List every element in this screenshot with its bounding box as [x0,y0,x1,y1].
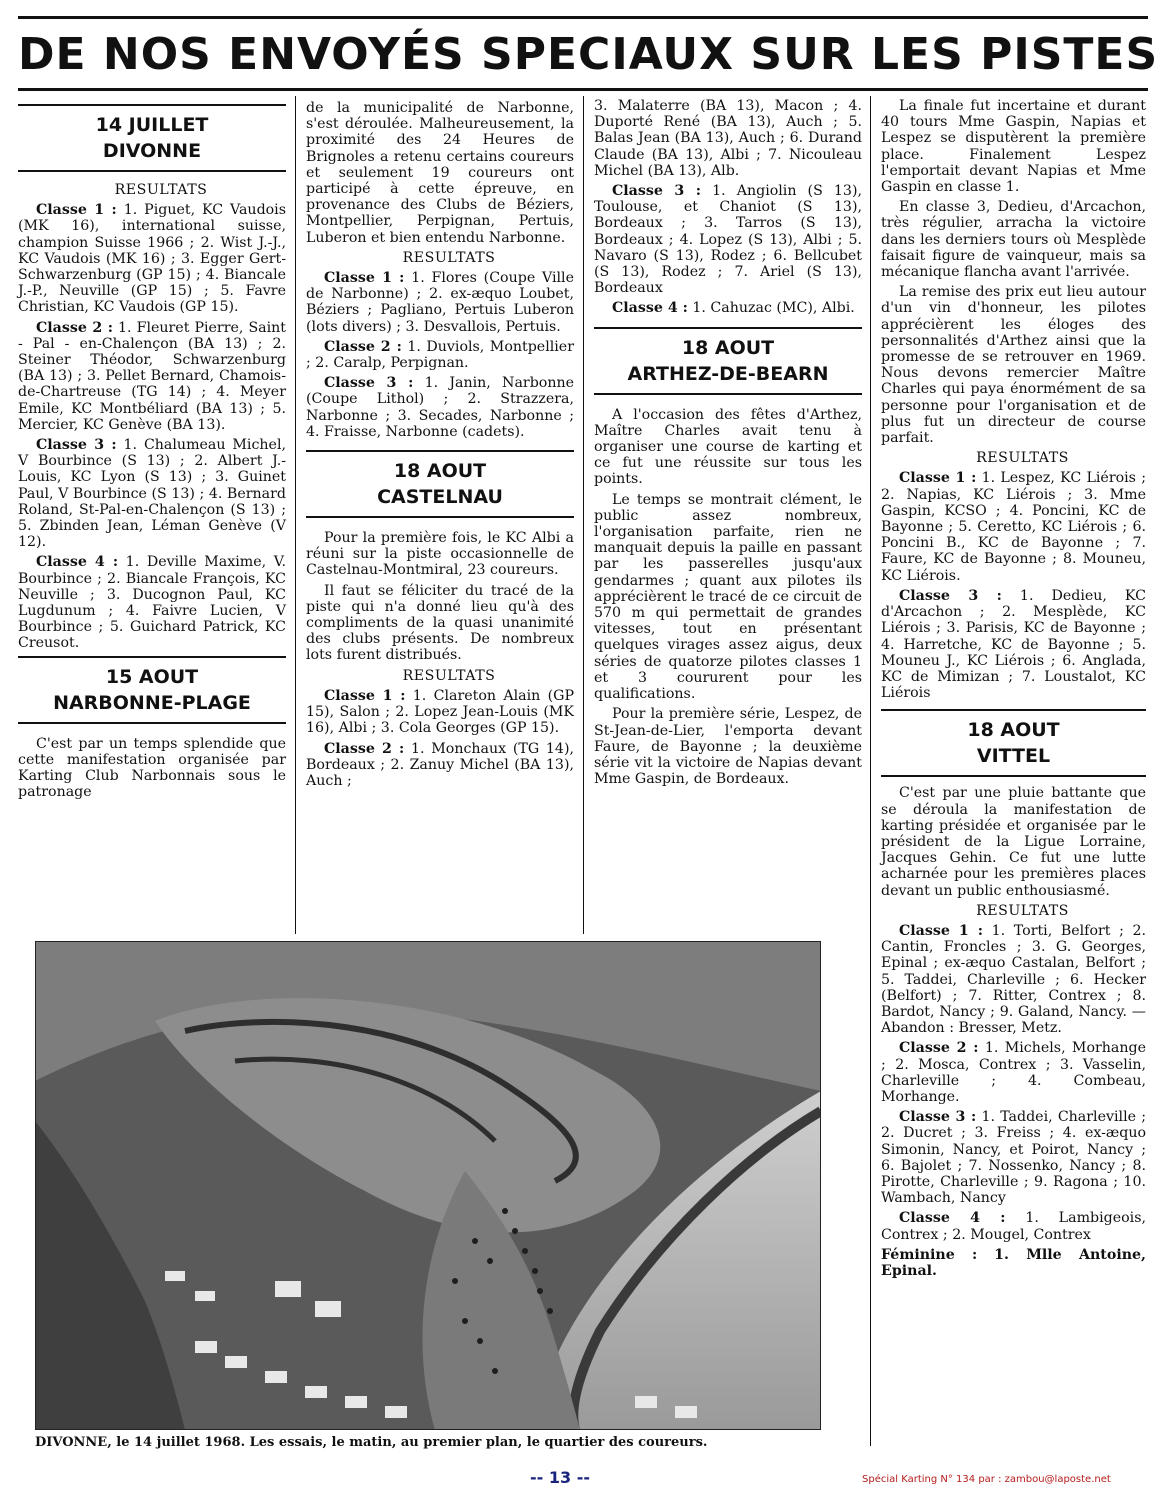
result-text: 1. Deville Maxime, V. Bourbince ; 2. Biancale François, KC Neuville ; 3. Ducognon Paul, KC Lugdunum ; 4. Faivre Lucien, V Bourbince ; 5. Guichard Patrick, KC Creusot. [18,554,286,652]
result-text: 1. Mlle Antoine, Epinal. [881,1246,1146,1279]
result-text: 1. Torti, Belfort ; 2. Cantin, Froncles ; 3. G. Georges, Epinal ; ex-æquo Castalan, Belfort ; 5. Taddei, Charleville ; 6. Hecker (Belfort) ; 7. Ritter, Contrex ; 8. Bardot, Nancy ; 9. Galand, Nancy. — Abandon : Bresser, Metz. [881,922,1146,1037]
heading-place: NARBONNE-PLAGE [53,691,251,714]
class-label: Classe 2 : [324,740,405,757]
photo-caption: DIVONNE, le 14 juillet 1968. Les essais, le matin, au premier plan, le quartier des coureurs. [35,1435,708,1450]
result-paragraph [594,183,862,296]
result-paragraph [306,375,574,440]
section-heading-narbonne [18,658,286,722]
result-paragraph [881,1210,1146,1242]
result-paragraph [881,588,1146,701]
result-text: 1. Taddei, Charleville ; 2. Ducret ; 3. Freiss ; 4. ex-æquo Simonin, Nancy, et Poirot, Nancy ; 6. Bajolet ; 7. Nossenko, Nancy ; 8. Pirotte, Charleville ; 9. Ragona ; 10. Wambach, Nancy [881,1109,1146,1207]
result-paragraph [18,437,286,550]
page-number: -- 13 -- [530,1468,590,1487]
results-label: RESULTATS [976,450,1069,467]
section-rule [306,516,574,518]
result-text: 1. Cahuzac (MC), Albi. [692,300,855,317]
section-heading-arthez [594,329,862,393]
result-text: 1. Michels, Morhange ; 2. Mosca, Contrex ; 3. Vasselin, Charleville ; 4. Combeau, Morhange. [881,1040,1146,1105]
class-label: Classe 3 : [612,183,702,200]
heading-date: 14 JUILLET [95,114,209,136]
heading-date: 15 AOUT [105,665,199,688]
article-paragraph: 3. Malaterre (BA 13), Macon ; 4. Duporté René (BA 13), Auch ; 5. Balas Jean (BA 13), Auch ; 6. Durand Claude (BA 13), Albi ; 7. Nicouleau Michel (BA 13), Alb. [594,98,862,179]
article-paragraph: de la municipalité de Narbonne, s'est déroulée. Malheureusement, la proximité des 24 Heures de Brignoles a retenu certains coureurs et seulement 19 coureurs ont participé à cette épreuve, en provenance des Clubs de Béziers, Montpellier, Perpignan, Pertuis, Luberon et bien entendu Narbonne. [306,100,574,246]
result-text: 1. Janin, Narbonne (Coupe Lithol) ; 2. Strazzera, Narbonne ; 3. Secades, Narbonne ; 4. Fraisse, Narbonne (cadets). [306,375,575,440]
result-paragraph [594,300,862,316]
results-label: RESULTATS [402,249,496,266]
article-paragraph: C'est par un temps splendide que cette manifestation organisée par Karting Club Narbonnais sous le patronage [18,735,286,801]
result-text: 1. Duviols, Montpellier ; 2. Caralp, Perpignan. [306,338,574,372]
scan-credit: Spécial Karting N° 134 par : zambou@laposte.net [862,1474,1111,1485]
heading-date: 18 AOUT [681,336,775,359]
top-rule [18,16,1148,19]
result-text: 1. Lambigeois, Contrex ; 2. Mougel, Contrex [881,1210,1146,1243]
column-2 [306,100,574,793]
aerial-photo [35,941,821,1430]
heading-date: 18 AOUT [967,719,1060,742]
result-text: 1. Piguet, KC Vaudois (MK 16), international suisse, champion Suisse 1966 ; 2. Wist J.-J., KC Vaudois (MK 16) ; 3. Egger Gert-Schwarzenburg (GP 15) ; 4. Biancale J.-P., Neuville (GP 15) ; 5. Favre Christian, KC Vaudois (GP 15). [18,202,287,316]
result-paragraph [306,741,574,790]
results-label: RESULTATS [976,902,1069,919]
class-label: Féminine : [881,1246,978,1263]
result-paragraph [881,470,1146,583]
article-paragraph: C'est par une pluie battante que se déroula la manifestation de karting présidée et organisée par le président de la Ligue Lorraine, Jacques Gehin. Ce fut une lutte acharnée pour les premières places devant un public enthousiasmé. [881,785,1146,899]
result-paragraph [306,688,574,737]
class-label: Classe 1 : [324,270,405,287]
class-label: Classe 3 : [899,1109,977,1126]
section-rule [594,393,862,395]
article-paragraph: A l'occasion des fêtes d'Arthez, Maître Charles avait tenu à organiser une course de karting et ce fut une réussite sur tous les points. [594,406,862,488]
class-label: Classe 2 : [324,338,402,355]
column-divider [583,96,584,934]
section-rule [18,722,286,724]
result-text: 1. Fleuret Pierre, Saint - Pal - en-Chalençon (BA 13) ; 2. Steiner Théodor, Schwarzenburg (BA 13) ; 3. Pellet Bernard, Chamois-de-Chartreuse (TG 14) ; 4. Meyer Emile, KC Montbéliard (BA 13) ; 5. Mercier, KC Genève (BA 13). [18,319,286,433]
column-divider [295,96,296,934]
result-paragraph [18,202,286,315]
aerial-photo-drawing [35,941,821,1430]
class-label: Classe 3 : [899,587,1002,604]
result-text: 1. Flores (Coupe Ville de Narbonne) ; 2. ex-æquo Loubet, Béziers ; Pagliano, Pertuis Luberon (lots divers) ; 3. Desvallois, Pertuis. [306,270,574,335]
class-label: Classe 4 : [612,300,688,317]
result-text: 1. Clareton Alain (GP 15), Salon ; 2. Lopez Jean-Louis (MK 16), Albi ; 3. Cola Georges (GP 15). [306,687,574,737]
article-paragraph: Pour la première série, Lespez, de St-Jean-de-Lier, l'emporta devant Faure, de Bayonne ; la deuxième série vit la victoire de Napias devant Mme Gaspin, de Bordeaux. [594,706,862,788]
class-label: Classe 3 : [36,437,117,454]
section-rule [881,775,1146,777]
result-text: 1. Angiolin (S 13), Toulouse, et Chaniot (S 13), Bordeaux ; 3. Tarros (S 13), Bordeaux ; 4. Lopez (S 13), Albi ; 5. Navaro (S 13), Rodez ; 6. Bellcubet (S 13), Rodez ; 7. Ariel (S 13), Bordeaux [594,183,862,297]
column-1 [18,104,286,805]
heading-date: 18 AOUT [393,460,487,483]
class-label: Classe 4 : [899,1210,1006,1227]
article-paragraph: Pour la première fois, le KC Albi a réuni sur la piste occasionnelle de Castelnau-Montmiral, 23 coureurs. [306,530,574,579]
section-rule [18,170,286,172]
result-paragraph [306,339,574,371]
column-3 [594,98,862,791]
result-paragraph [881,1247,1146,1279]
article-paragraph: La remise des prix eut lieu autour d'un vin d'honneur, les pilotes apprécièrent les éloges des personnalités d'Arthez ainsi que la promesse de se retrouver en 1969. Nous devons remercier Maître Charles qui paya énormément de sa personne pour l'organisation et de plus fut un directeur de course parfait. [881,284,1146,447]
result-text: 1. Chalumeau Michel, V Bourbince (S 13) ; 2. Albert J.-Louis, KC Lyon (S 13) ; 3. Guinet Paul, V Bourbince (S 13) ; 4. Bernard Roland, St-Pal-en-Chalençon (S 13) ; 5. Zbinden Jean, Léman Genève (V 12). [18,437,286,551]
section-heading-vittel [881,711,1146,775]
result-paragraph [881,1040,1146,1105]
class-label: Classe 1 : [899,922,984,939]
class-label: Classe 4 : [36,554,119,571]
class-label: Classe 1 : [324,687,406,704]
class-label: Classe 1 : [36,202,117,219]
result-paragraph [18,320,286,433]
article-paragraph: Le temps se montrait clément, le public assez nombreux, l'organisation parfaite, rien ne manquait depuis la paille en passant par les passerelles jusqu'aux gendarmes ; quant aux pilotes ils apprécièrent le tracé de ce circuit de 570 m qui permettait de grandes vitesses, tout en présentant quelques virages assez aigus, deux séries de quatorze pilotes classes 1 et 3 coururent pour les qualifications. [594,491,862,703]
article-paragraph: Il faut se féliciter du tracé de la piste qui n'a donné lieu qu'à des compliments de la quasi unanimité des clubs présents. De nombreux lots furent distribués. [306,582,574,664]
column-4 [881,98,1146,1283]
section-heading-divonne [18,106,286,170]
results-label: RESULTATS [114,182,208,198]
class-label: Classe 2 : [899,1040,979,1057]
result-paragraph [881,923,1146,1036]
result-paragraph [18,554,286,651]
result-text: 1. Lespez, KC Liérois ; 2. Napias, KC Liérois ; 3. Mme Gaspin, KCSO ; 4. Poncini, KC de Bayonne ; 5. Ceretto, KC Liérois ; 6. Poncini B., KC de Bayonne ; 7. Faure, KC de Bayonne ; 8. Mouneu, KC Liérois. [881,470,1146,584]
result-text: 1. Dedieu, KC d'Arcachon ; 2. Mesplède, KC Liérois ; 3. Parisis, KC de Bayonne ; 4. Harretche, KC de Bayonne ; 5. Mouneu J., KC Liérois ; 6. Anglada, KC de Mimizan ; 7. Loustalot, KC Liérois [881,587,1146,702]
article-paragraph: La finale fut incertaine et durant 40 tours Mme Gaspin, Napias et Lespez se disputèrent la première place. Finalement Lespez l'emportait devant Napias et Mme Gaspin en classe 1. [881,98,1146,196]
article-paragraph: En classe 3, Dedieu, d'Arcachon, très régulier, arracha la victoire dans les derniers tours où Mesplède faisait figure de vainqueur, mais sa mécanique flancha avant l'arrivée. [881,199,1146,281]
column-divider [870,96,871,1446]
class-label: Classe 1 : [899,470,977,487]
heading-place: DIVONNE [102,140,202,162]
heading-place: VITTEL [976,745,1051,768]
class-label: Classe 2 : [36,319,113,336]
section-heading-castelnau [306,452,574,516]
result-paragraph [306,270,574,335]
headline-underline [18,88,1148,91]
results-label: RESULTATS [402,667,496,684]
result-paragraph [881,1109,1146,1206]
heading-place: ARTHEZ-DE-BEARN [627,362,829,385]
page-headline: DE NOS ENVOYÉS SPECIAUX SUR LES PISTES [18,29,1159,80]
result-text: 1. Monchaux (TG 14), Bordeaux ; 2. Zanuy Michel (BA 13), Auch ; [306,740,574,789]
class-label: Classe 3 : [324,375,414,392]
heading-place: CASTELNAU [377,486,503,509]
